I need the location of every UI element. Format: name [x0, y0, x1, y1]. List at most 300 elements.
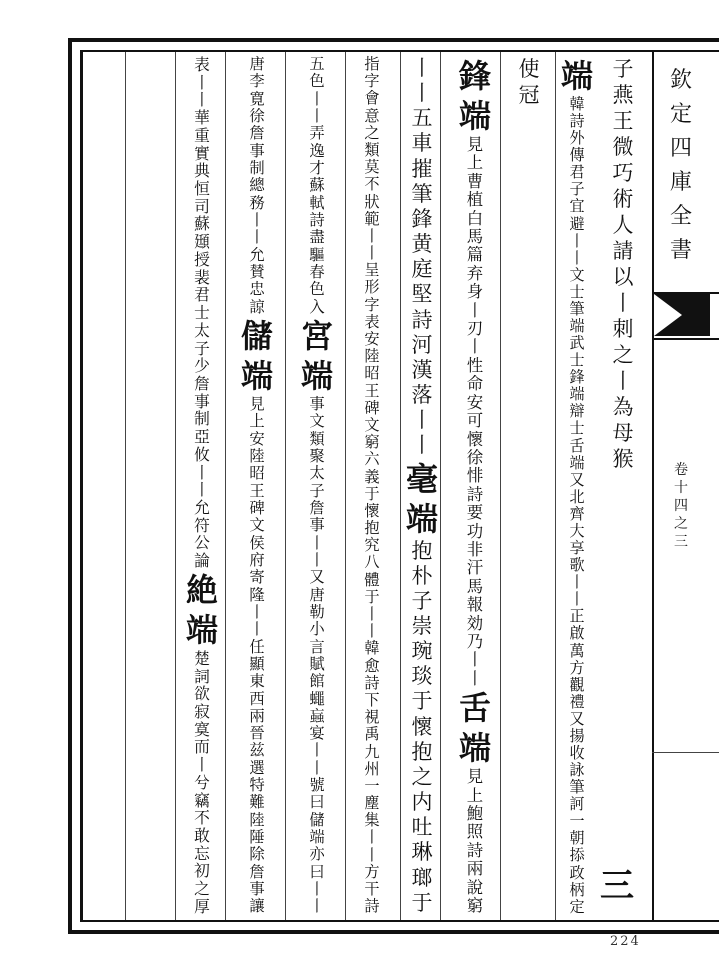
text-char: 晉	[249, 724, 265, 743]
text-char: 特	[249, 776, 265, 795]
text-char: 指	[364, 55, 380, 73]
text-char: 丨	[466, 337, 484, 357]
text-char: 丨	[364, 622, 380, 641]
text-char: 州	[364, 759, 380, 778]
text-char: 之	[194, 879, 210, 899]
text-char: 子	[569, 180, 585, 199]
text-char: 事	[309, 516, 325, 535]
text-char: 意	[364, 106, 380, 125]
text-char: 琳	[411, 840, 433, 865]
text-char: 唐	[249, 55, 265, 73]
text-char: 身	[466, 282, 484, 302]
text-char: 類	[309, 429, 325, 448]
text-char: 莫	[364, 158, 380, 177]
page-number: 三	[600, 866, 634, 906]
text-char: 館	[309, 672, 325, 691]
text-char: 干	[364, 880, 380, 898]
text-char: 昭	[364, 364, 380, 383]
text-char: 丨	[194, 72, 210, 92]
text-char: 崇	[411, 613, 433, 638]
text-char: 詩	[466, 840, 484, 860]
text-char: 士	[194, 303, 210, 323]
text-char: 蝱	[309, 706, 325, 725]
text-char: 辯	[569, 402, 585, 421]
text-char: 丨	[194, 462, 210, 482]
text-char: 寞	[194, 719, 210, 739]
text-char: 文	[569, 265, 585, 284]
text-char: 究	[364, 536, 380, 555]
text-char: 一	[569, 812, 585, 831]
text-char: 琬	[411, 639, 433, 664]
text-char: 徐	[249, 106, 265, 125]
text-char: 懷	[466, 429, 484, 449]
text-char: 為	[612, 395, 634, 419]
column-rule	[555, 52, 556, 920]
text-char: 韓	[364, 639, 380, 658]
text-column-6	[355, 56, 389, 916]
text-char: 安	[466, 392, 484, 412]
text-char: 論	[194, 551, 210, 571]
text-char: 不	[194, 808, 210, 828]
text-char: 汗	[466, 558, 484, 578]
text-char: 刺	[612, 317, 634, 341]
text-char: 筆	[569, 778, 585, 797]
text-char: 春	[309, 262, 325, 281]
text-char: 韓	[569, 95, 585, 113]
column-rule	[175, 52, 176, 920]
text-char: 武	[569, 334, 585, 353]
text-char: 總	[249, 176, 265, 195]
text-char: 丨	[309, 897, 325, 916]
text-char: 詹	[194, 373, 210, 393]
headword-char: 端	[405, 499, 438, 538]
headword-char: 端	[458, 729, 491, 768]
text-char: 柄	[569, 880, 585, 899]
text-char: 端	[569, 453, 585, 472]
text-char: 丨	[249, 228, 265, 247]
text-char: 丨	[466, 650, 484, 670]
text-char: 丨	[569, 231, 585, 250]
text-char: 筆	[411, 181, 433, 206]
text-char: 以	[612, 265, 634, 289]
text-char: 歌	[569, 556, 585, 575]
text-char: 太	[309, 464, 325, 483]
text-char: 請	[612, 239, 634, 263]
text-char: 齊	[569, 504, 585, 523]
text-char: 詹	[309, 498, 325, 517]
text-char: 唐	[309, 585, 325, 604]
text-char: 字	[364, 295, 380, 314]
text-char: 端	[569, 317, 585, 336]
text-char: 詩	[411, 307, 433, 332]
text-char: 楚	[194, 648, 210, 668]
text-char: 揚	[569, 726, 585, 745]
text-char: 馬	[466, 227, 484, 247]
text-char: 落	[411, 383, 433, 408]
book-title: 欽 定 四 庫 全 書	[669, 68, 692, 263]
text-char: 觀	[569, 675, 585, 694]
text-char: 丨	[466, 300, 484, 320]
text-char: 允	[249, 245, 265, 264]
text-char: 寂	[194, 702, 210, 721]
text-char: 東	[249, 672, 265, 691]
text-char: 逸	[309, 141, 325, 160]
text-char: 懷	[364, 501, 380, 520]
text-char: 竊	[194, 790, 210, 810]
text-char: 丨	[194, 90, 210, 110]
headword-char: 宮	[300, 316, 333, 355]
text-char: 忠	[249, 280, 265, 299]
margin-column	[652, 56, 710, 920]
text-char: 丨	[249, 210, 265, 229]
text-char: 堅	[411, 282, 433, 307]
text-char: 萬	[569, 641, 585, 660]
text-char: 悱	[466, 466, 484, 486]
text-char: 厚	[194, 896, 210, 916]
text-char: 華	[194, 108, 210, 128]
text-char: 使	[518, 57, 540, 81]
text-char: 詩	[309, 210, 325, 229]
text-char: 呈	[364, 261, 380, 280]
text-char: 隆	[249, 585, 265, 604]
text-char: 符	[194, 515, 210, 535]
headword-char: 端	[560, 57, 593, 95]
text-char: 制	[194, 409, 210, 429]
text-char: 寛	[249, 89, 265, 108]
text-char: 定	[569, 897, 585, 916]
text-char: 外	[569, 129, 585, 148]
column-rule	[500, 52, 501, 920]
text-char: 視	[364, 708, 380, 727]
text-char: 内	[411, 790, 433, 815]
text-char: 事	[249, 141, 265, 160]
text-char: 上	[249, 412, 265, 431]
text-char: 賛	[249, 262, 265, 281]
text-char: 燕	[612, 83, 634, 107]
text-char: 陸	[249, 446, 265, 465]
text-char: 盡	[309, 228, 325, 247]
text-char: 大	[569, 521, 585, 540]
text-char: 植	[466, 190, 484, 210]
text-char: 筆	[569, 299, 585, 318]
text-char: 黄	[411, 232, 433, 257]
text-char: 小	[309, 620, 325, 639]
headword-char: 端	[458, 97, 491, 135]
text-char: 避	[569, 214, 585, 233]
text-char: 之	[364, 123, 380, 142]
text-char: 李	[249, 72, 265, 91]
text-char: 命	[466, 374, 484, 394]
text-char: 會	[364, 89, 380, 108]
text-char: 要	[466, 503, 484, 523]
text-char: 八	[364, 553, 380, 572]
text-char: 政	[569, 863, 585, 882]
text-char: 丨	[364, 828, 380, 847]
text-char: 愈	[364, 656, 380, 675]
text-char: 陲	[249, 828, 265, 847]
text-char: 君	[569, 163, 585, 182]
text-char: 顯	[249, 654, 265, 673]
text-char: 見	[249, 394, 265, 413]
text-char: 詹	[249, 862, 265, 881]
text-char: 入	[309, 297, 325, 316]
text-char: 朴	[411, 563, 433, 588]
text-char: 文	[249, 516, 265, 535]
text-char: 色	[309, 72, 325, 91]
text-column-5	[405, 56, 439, 916]
text-char: 五	[411, 106, 433, 131]
text-char: 言	[309, 637, 325, 656]
text-char: 蘇	[309, 176, 325, 195]
text-char: 除	[249, 845, 265, 864]
text-char: 漢	[411, 357, 433, 382]
text-char: 見	[466, 767, 484, 787]
text-char: 義	[364, 467, 380, 486]
text-char: 文	[309, 412, 325, 431]
text-char: 禹	[364, 725, 380, 744]
text-char: 丨	[249, 620, 265, 639]
text-char: 丨	[569, 248, 585, 267]
text-char: 安	[364, 330, 380, 348]
text-char: 刃	[466, 319, 484, 339]
text-char: 丨	[364, 605, 380, 623]
text-char: 碑	[364, 398, 380, 417]
text-char: 碑	[249, 498, 265, 517]
text-char: 方	[364, 862, 380, 881]
text-char: 子	[194, 338, 210, 358]
headword-char: 鋒	[458, 57, 491, 95]
text-char: 侯	[249, 533, 265, 552]
text-char: 王	[612, 109, 634, 133]
text-char: 舌	[569, 436, 585, 455]
footer-number: 224	[610, 934, 641, 949]
text-char: 王	[249, 481, 265, 500]
text-char: 可	[466, 411, 484, 431]
inner-border-bottom	[80, 920, 719, 922]
text-char: 陸	[249, 810, 265, 829]
text-char: 六	[364, 450, 380, 469]
headword-char: 端	[185, 610, 218, 649]
text-char: 丨	[569, 573, 585, 592]
column-rule	[125, 52, 126, 920]
column-rule	[400, 52, 401, 920]
text-column-4	[458, 56, 492, 916]
column-rule	[345, 52, 346, 920]
text-char: 詩	[364, 897, 380, 916]
text-char: 冠	[518, 83, 540, 107]
text-char: 享	[569, 539, 585, 558]
text-char: 方	[569, 658, 585, 677]
text-char: 巧	[612, 161, 634, 185]
text-char: 兮	[194, 772, 210, 792]
headword-char: 端	[240, 356, 273, 395]
text-char: 體	[364, 570, 380, 589]
text-char: 鋒	[411, 206, 433, 231]
text-char: 實	[194, 143, 210, 163]
text-char: 寄	[249, 568, 265, 587]
text-char: 車	[411, 131, 433, 156]
text-char: 丨	[569, 590, 585, 609]
text-char: 于	[364, 587, 380, 606]
text-char: 軾	[309, 193, 325, 212]
text-char: 範	[364, 209, 380, 228]
text-char: 狀	[364, 192, 380, 211]
text-char: 兩	[466, 859, 484, 879]
text-char: 詩	[364, 673, 380, 692]
text-char: 類	[364, 140, 380, 159]
text-char: 任	[249, 637, 265, 656]
text-char: 西	[249, 689, 265, 708]
text-char: 太	[194, 320, 210, 340]
text-char: 之	[612, 343, 634, 367]
text-char: 一	[364, 776, 380, 795]
text-char: 子	[309, 481, 325, 500]
text-char: 丨	[411, 433, 433, 458]
text-char: 授	[194, 249, 210, 269]
text-char: 抱	[411, 739, 433, 764]
text-char: 乃	[466, 631, 484, 651]
text-char: 丨	[194, 480, 210, 500]
headword-char: 舌	[458, 689, 491, 728]
text-char: 訶	[569, 795, 585, 814]
text-char: 制	[249, 158, 265, 177]
text-char: 重	[194, 125, 210, 145]
text-char: 收	[569, 743, 585, 762]
text-char: 正	[569, 607, 585, 626]
headword-char: 毫	[405, 459, 438, 498]
text-char: 忘	[194, 843, 210, 863]
text-char: 勒	[309, 602, 325, 621]
text-char: 効	[466, 613, 484, 633]
text-char: 難	[249, 793, 265, 812]
text-column-9	[185, 56, 219, 916]
text-char: 諒	[249, 297, 265, 316]
text-char: 鮑	[466, 804, 484, 823]
text-char: 見	[466, 135, 484, 154]
text-char: 君	[194, 285, 210, 305]
text-char: 丨	[309, 758, 325, 777]
text-char: 馬	[466, 576, 484, 596]
text-char: 禮	[569, 692, 585, 711]
text-char: 讓	[249, 897, 265, 916]
text-char: 說	[466, 877, 484, 897]
text-char: 啟	[569, 624, 585, 643]
text-char: 母	[612, 421, 634, 445]
text-char: 曰	[309, 793, 325, 812]
text-char: 窮	[364, 433, 380, 452]
text-char: 丨	[364, 845, 380, 864]
text-char: 丨	[612, 369, 634, 393]
text-char: 兩	[249, 706, 265, 725]
text-char: 端	[569, 385, 585, 404]
text-char: 曰	[309, 862, 325, 881]
text-char: 士	[569, 282, 585, 301]
text-char: 丨	[411, 56, 433, 80]
text-char: 術	[612, 187, 634, 211]
text-char: 丨	[309, 880, 325, 899]
text-char: 丨	[612, 291, 634, 315]
text-char: 儲	[309, 810, 325, 829]
text-char: 丨	[411, 408, 433, 433]
text-char: 非	[466, 539, 484, 559]
text-char: 士	[569, 351, 585, 370]
text-char: 表	[364, 312, 380, 331]
text-char: 才	[309, 158, 325, 177]
text-char: 形	[364, 278, 380, 297]
text-char: 北	[569, 487, 585, 506]
text-char: 丨	[194, 755, 210, 775]
text-char: 蘇	[194, 214, 210, 234]
text-char: 抱	[411, 538, 433, 563]
text-char: 丨	[309, 550, 325, 569]
text-column-8	[240, 56, 274, 916]
text-char: 司	[194, 196, 210, 216]
text-char: 詠	[569, 761, 585, 780]
text-char: 裴	[194, 267, 210, 287]
text-char: 人	[612, 213, 634, 237]
text-char: 下	[364, 690, 380, 709]
text-char: 文	[364, 415, 380, 434]
text-char: 庭	[411, 257, 433, 282]
text-char: 聚	[309, 446, 325, 465]
text-column-1	[606, 56, 640, 916]
text-char: 集	[364, 811, 380, 830]
text-char: 于	[364, 484, 380, 503]
text-char: 子	[411, 588, 433, 613]
text-char: 事	[194, 391, 210, 411]
text-char: 府	[249, 550, 265, 569]
text-char: 蠅	[309, 689, 325, 708]
text-char: 掭	[569, 846, 585, 865]
text-char: 號	[309, 776, 325, 795]
volume-label: 卷 十 四 之 三	[674, 462, 688, 550]
headword-char: 儲	[240, 316, 273, 355]
text-char: 性	[466, 355, 484, 375]
text-char: 五	[309, 55, 325, 73]
text-char: 字	[364, 72, 380, 91]
text-char: 琰	[411, 664, 433, 689]
text-char: 士	[569, 419, 585, 438]
text-char: 色	[309, 280, 325, 299]
text-char: 詩	[569, 112, 585, 131]
text-char: 猴	[612, 447, 634, 471]
text-char: 王	[364, 381, 380, 400]
text-char: 丨	[411, 81, 433, 106]
text-char: 詹	[249, 124, 265, 143]
text-char: 敢	[194, 826, 210, 846]
text-char: 表	[194, 55, 210, 74]
text-char: 陸	[364, 347, 380, 366]
text-char: 亦	[309, 845, 325, 864]
text-char: 亞	[194, 427, 210, 447]
text-char: 昭	[249, 464, 265, 483]
text-char: 九	[364, 742, 380, 761]
text-char: 攸	[194, 444, 210, 464]
text-char: 上	[466, 785, 484, 805]
text-char: 丨	[364, 226, 380, 245]
column-rule	[285, 52, 286, 920]
text-char: 不	[364, 175, 380, 194]
text-char: 選	[249, 758, 265, 777]
text-column-2	[560, 56, 594, 916]
text-char: 丨	[309, 106, 325, 125]
text-char: 弄	[309, 124, 325, 143]
text-char: 宴	[309, 724, 325, 743]
text-char: 頲	[194, 232, 210, 252]
text-char: 丨	[309, 741, 325, 760]
text-char: 事	[249, 880, 265, 899]
text-char: 抱	[364, 519, 380, 538]
